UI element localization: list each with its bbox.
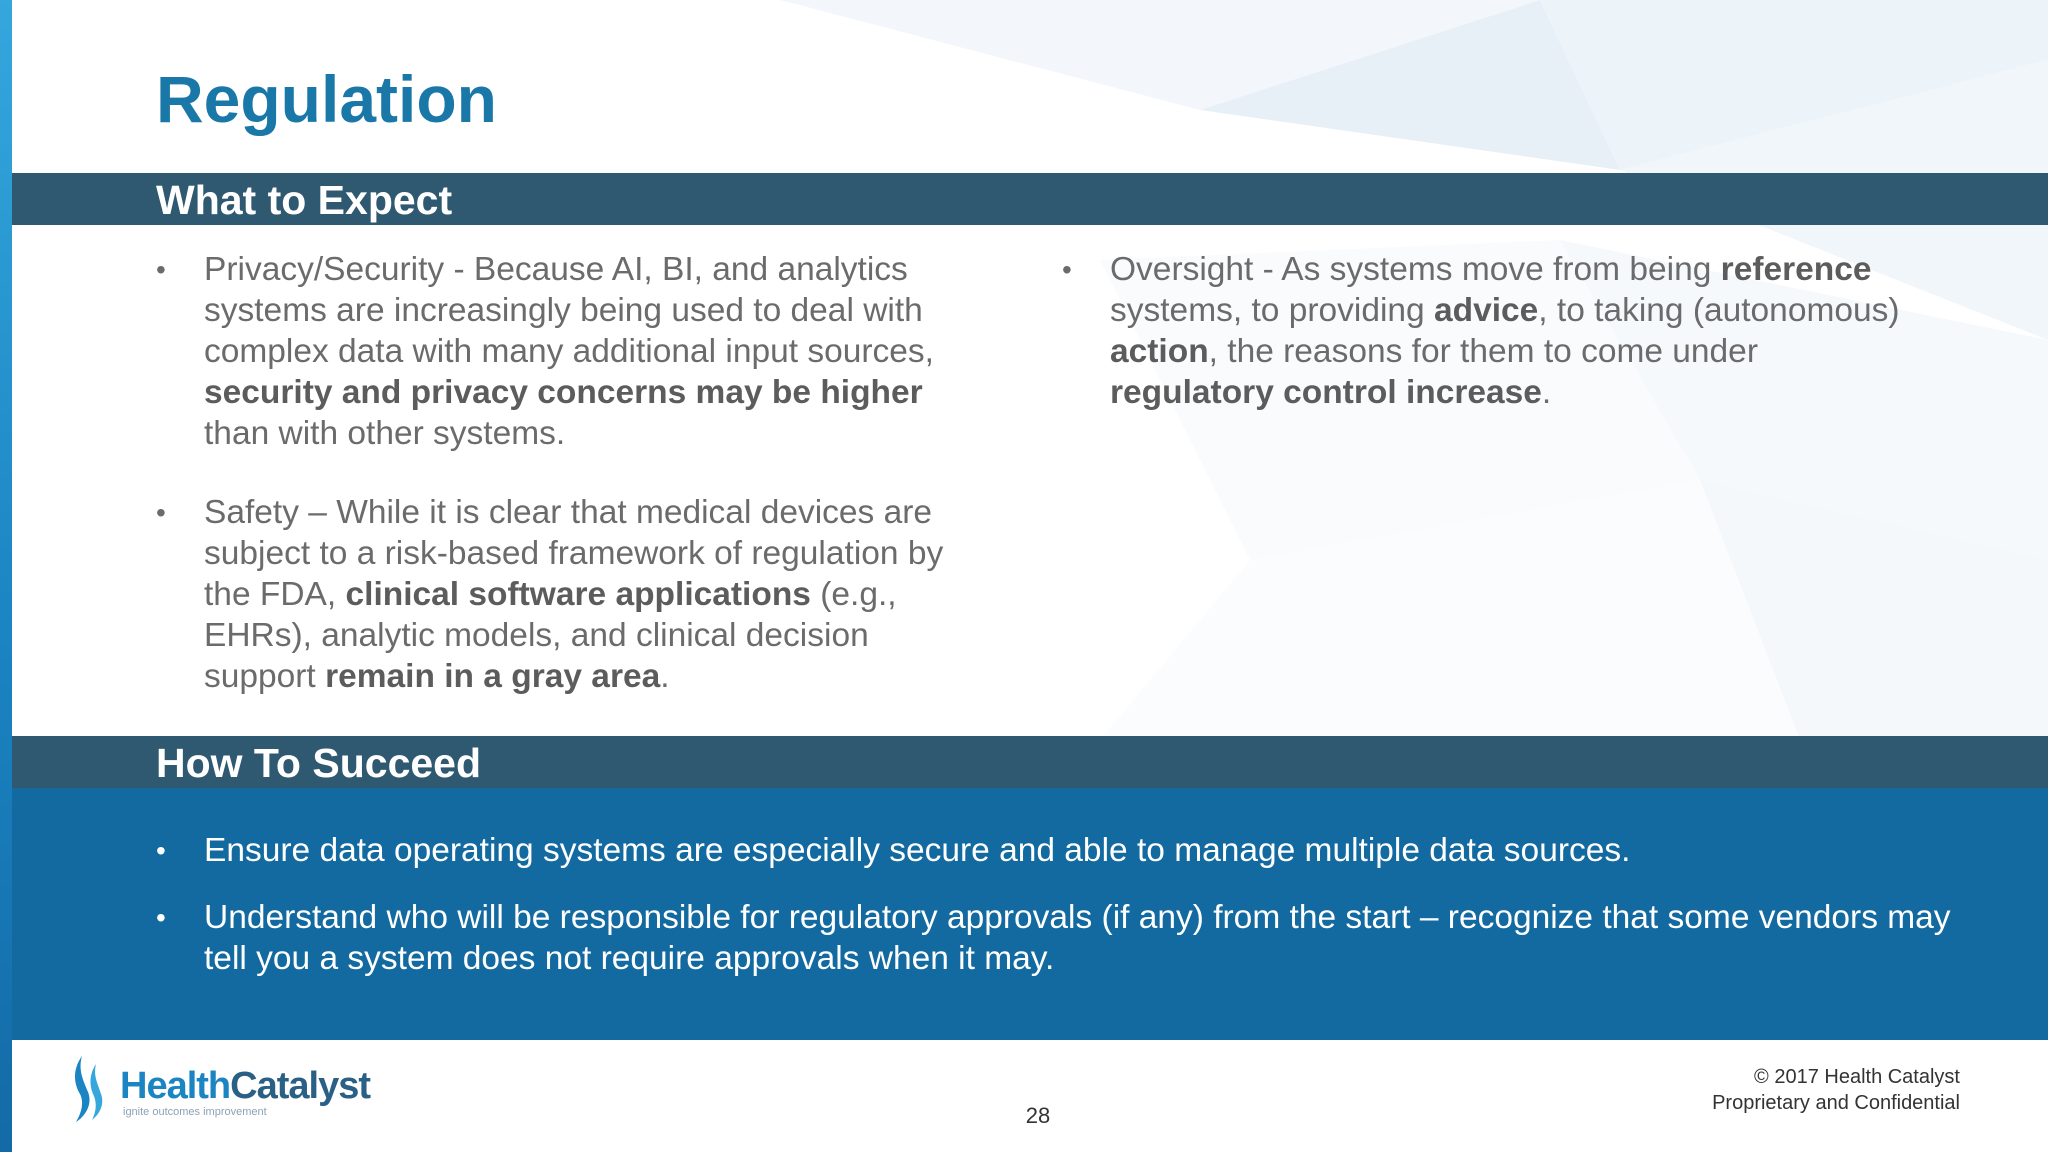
bullet-oversight: [1062, 249, 1902, 413]
bullet-marker: •: [156, 254, 166, 285]
section-band-how-to-succeed: [12, 736, 2048, 788]
list-item: [156, 830, 1956, 871]
bullet-text: [204, 492, 986, 697]
bullet-marker: •: [156, 835, 166, 866]
bold-run: regulatory control increase: [1110, 374, 1542, 411]
logo-tagline: ignite outcomes improvement: [123, 1106, 267, 1118]
bold-run: clinical software applications: [345, 576, 811, 613]
logo-word-health: Health: [120, 1065, 231, 1107]
text-run: Privacy/Security - Because AI, BI, and analytics systems are increasingly being used to deal with complex data with many additional input sources,: [204, 251, 934, 370]
bold-run: remain in a gray area: [325, 658, 661, 695]
bold-run: action: [1110, 333, 1209, 370]
section-band-what-to-expect: [12, 173, 2048, 225]
section-heading: What to Expect: [156, 177, 453, 223]
confidential-line: Proprietary and Confidential: [1712, 1092, 1960, 1114]
health-catalyst-logo: [68, 1054, 368, 1124]
left-accent-bar: [0, 0, 12, 1152]
bold-run: reference: [1720, 251, 1872, 288]
bold-run: security and privacy concerns may be higher: [204, 374, 923, 411]
bullet-safety: [156, 492, 986, 697]
list-item: [156, 897, 1956, 979]
bullet-marker: •: [156, 902, 166, 933]
text-run: , to taking (autonomous): [1538, 292, 1900, 329]
text-run: (e.g., EHRs), analytic models, and clinical decision support: [204, 576, 897, 695]
text-run: than with other systems.: [204, 415, 566, 452]
section-heading: How To Succeed: [156, 740, 482, 786]
bullet-text: Understand who will be responsible for regulatory approvals (if any) from the start – recognize that some vendors may tell you a system does not require approvals when it may.: [204, 899, 1951, 977]
page-number: 28: [1025, 1103, 1051, 1128]
slide-title: Regulation: [156, 62, 497, 136]
logo-word-catalyst: Catalyst: [230, 1065, 370, 1107]
bullet-privacy-security: [156, 249, 986, 454]
bullet-marker: •: [1062, 254, 1072, 285]
bullet-text: [1110, 249, 1902, 413]
text-run: , the reasons for them to come under: [1208, 333, 1758, 370]
text-run: Safety – While it is clear that medical devices are subject to a risk-based framework of regulation by the FDA,: [204, 494, 944, 613]
flame-logo-icon: [68, 1054, 108, 1124]
text-run: systems, to providing: [1110, 292, 1425, 329]
logo-wordmark: [120, 1066, 370, 1106]
bullet-text: [204, 249, 986, 454]
text-run: Oversight - As systems move from being: [1110, 251, 1712, 288]
bullet-marker: •: [156, 497, 166, 528]
bold-run: advice: [1433, 292, 1539, 329]
copyright-line: © 2017 Health Catalyst: [1754, 1066, 1960, 1088]
bullet-text: Ensure data operating systems are especially secure and able to manage multiple data sources.: [204, 832, 1631, 869]
text-run: .: [660, 658, 670, 695]
copyright-notice: [1712, 1064, 1960, 1116]
text-run: .: [1541, 374, 1552, 411]
